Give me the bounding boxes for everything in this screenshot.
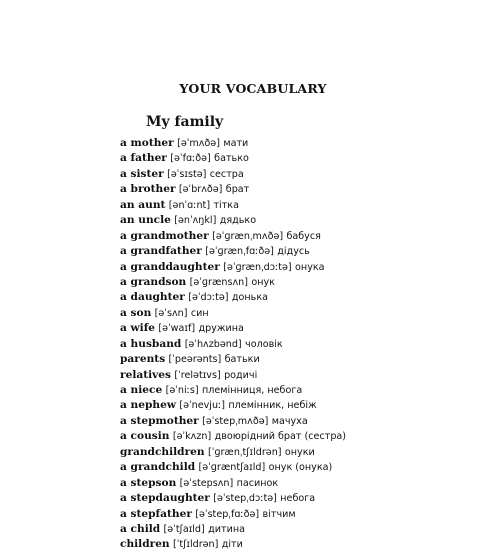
transcription: [əˈɡrænˌdɔːtə] bbox=[223, 261, 292, 273]
ukrainian-translation: онука bbox=[295, 261, 325, 273]
ukrainian-translation: дядько bbox=[219, 215, 257, 227]
vocab-entry bbox=[120, 522, 490, 537]
transcription: [ˈɡrænˌtʃɪldrən] bbox=[207, 446, 282, 458]
ukrainian-translation: тітка bbox=[213, 199, 239, 211]
transcription: [əˈniːs] bbox=[165, 385, 199, 396]
english-word: a grandfather bbox=[120, 245, 202, 258]
transcription: [əˈwaɪf] bbox=[158, 323, 196, 335]
english-word: a husband bbox=[120, 337, 182, 350]
section-title: My family bbox=[146, 114, 224, 130]
vocab-entry bbox=[120, 368, 490, 383]
ukrainian-translation: мати bbox=[223, 138, 249, 149]
vocab-entry bbox=[120, 306, 490, 321]
ukrainian-translation: батько bbox=[214, 153, 249, 165]
transcription: [ˈpeərənts] bbox=[168, 354, 222, 366]
vocab-entry bbox=[120, 507, 490, 522]
english-word: an uncle bbox=[120, 214, 171, 227]
vocab-entry bbox=[120, 352, 490, 367]
ukrainian-translation: племінниця, небога bbox=[201, 385, 303, 396]
english-word: a wife bbox=[120, 322, 155, 335]
ukrainian-translation: небога bbox=[280, 493, 316, 505]
vocab-entry bbox=[120, 445, 490, 460]
vocabulary-list bbox=[120, 136, 490, 553]
transcription: [əˈstepˌmʌðə] bbox=[202, 415, 269, 427]
ukrainian-translation: дитина bbox=[208, 523, 245, 535]
transcription: [əˈstepˌfɑːðə] bbox=[195, 508, 260, 520]
transcription: [əˈdɔːtə] bbox=[188, 292, 229, 304]
ukrainian-translation: дружина bbox=[198, 323, 244, 335]
transcription: [əˈhʌzbənd] bbox=[184, 338, 242, 350]
english-word: a nephew bbox=[120, 399, 176, 412]
ukrainian-translation: батьки bbox=[224, 354, 260, 366]
transcription: [əˈɡrænˌmʌðə] bbox=[212, 230, 284, 242]
english-word: a stepmother bbox=[120, 414, 199, 427]
ukrainian-translation: сестра bbox=[209, 168, 244, 180]
vocab-entry bbox=[120, 198, 490, 213]
ukrainian-translation: чоловік bbox=[245, 338, 283, 350]
vocab-entry bbox=[120, 491, 490, 506]
transcription: [əˈɡrænˌfɑːðə] bbox=[205, 246, 274, 258]
vocab-entry bbox=[120, 429, 490, 444]
english-word: a stepdaughter bbox=[120, 492, 210, 505]
english-word: grandchildren bbox=[120, 445, 205, 458]
vocab-entry bbox=[120, 260, 490, 275]
english-word: a grandson bbox=[120, 275, 187, 288]
vocab-entry bbox=[120, 167, 490, 182]
transcription: [əˈbrʌðə] bbox=[178, 184, 223, 196]
vocab-entry bbox=[120, 537, 490, 552]
ukrainian-translation: вітчим bbox=[262, 508, 296, 520]
ukrainian-translation: родичі bbox=[224, 369, 258, 381]
vocab-entry bbox=[120, 476, 490, 491]
vocab-entry bbox=[120, 229, 490, 244]
vocab-entry bbox=[120, 182, 490, 197]
transcription: [əˈfɑːðə] bbox=[170, 153, 211, 165]
transcription: [ənˈʌŋkl] bbox=[174, 215, 217, 227]
english-word: a stepson bbox=[120, 476, 177, 489]
english-word: children bbox=[120, 538, 170, 551]
vocab-entry bbox=[120, 275, 490, 290]
transcription: [əˈstepsʌn] bbox=[179, 477, 234, 489]
transcription: [əˈmʌðə] bbox=[177, 138, 220, 149]
ukrainian-translation: син bbox=[190, 307, 209, 319]
ukrainian-translation: двоюрідний брат (сестра) bbox=[214, 431, 347, 443]
english-word: a cousin bbox=[120, 430, 170, 443]
transcription: [əˈstepˌdɔːtə] bbox=[213, 493, 277, 505]
english-word: a father bbox=[120, 152, 167, 165]
english-word: parents bbox=[120, 353, 166, 366]
vocab-entry bbox=[120, 213, 490, 228]
transcription: [ˈtʃɪldrən] bbox=[173, 539, 219, 551]
ukrainian-translation: онук bbox=[251, 276, 275, 288]
page-heading: YOUR VOCABULARY bbox=[179, 81, 327, 96]
english-word: a child bbox=[120, 522, 161, 535]
transcription: [əˈsʌn] bbox=[154, 307, 188, 319]
vocab-entry bbox=[120, 136, 490, 151]
ukrainian-translation: брат bbox=[225, 184, 250, 196]
english-word: an aunt bbox=[120, 198, 166, 211]
english-word: a niece bbox=[120, 384, 163, 396]
english-word: a daughter bbox=[120, 291, 185, 304]
english-word: a sister bbox=[120, 167, 164, 180]
transcription: [əˈsɪstə] bbox=[167, 168, 207, 180]
ukrainian-translation: дідусь bbox=[277, 246, 310, 258]
ukrainian-translation: бабуся bbox=[286, 230, 321, 242]
english-word: a brother bbox=[120, 183, 176, 196]
ukrainian-translation: донька bbox=[231, 292, 269, 304]
ukrainian-translation: онуки bbox=[284, 446, 315, 458]
english-word: a grandmother bbox=[120, 229, 209, 242]
vocab-entry bbox=[120, 383, 490, 398]
transcription: [ənˈɑːnt] bbox=[168, 199, 211, 211]
english-word: a son bbox=[120, 306, 152, 319]
vocab-entry bbox=[120, 151, 490, 166]
english-word: a granddaughter bbox=[120, 260, 220, 273]
transcription: [ˈrelətɪvs] bbox=[174, 369, 221, 381]
vocab-entry bbox=[120, 321, 490, 336]
ukrainian-translation: пасинок bbox=[236, 477, 279, 489]
english-word: a stepfather bbox=[120, 507, 192, 520]
vocab-entry bbox=[120, 398, 490, 413]
vocab-entry bbox=[120, 244, 490, 259]
vocab-entry bbox=[120, 460, 490, 475]
transcription: [əˈkʌzn] bbox=[172, 431, 212, 443]
english-word: a mother bbox=[120, 137, 174, 149]
ukrainian-translation: діти bbox=[221, 539, 243, 551]
transcription: [əˈtʃaɪld] bbox=[163, 523, 205, 535]
english-word: a grandchild bbox=[120, 461, 196, 474]
ukrainian-translation: мачуха bbox=[271, 415, 308, 427]
transcription: [əˈnevjuː] bbox=[179, 400, 226, 412]
english-word: relatives bbox=[120, 368, 171, 381]
vocab-entry bbox=[120, 337, 490, 352]
ukrainian-translation: онук (онука) bbox=[268, 462, 333, 474]
transcription: [əˈɡrænsʌn] bbox=[189, 276, 248, 288]
vocab-entry bbox=[120, 414, 490, 429]
ukrainian-translation: племінник, небіж bbox=[228, 400, 317, 412]
transcription: [əˈɡræntʃaɪld] bbox=[198, 462, 266, 474]
vocab-entry bbox=[120, 290, 490, 305]
